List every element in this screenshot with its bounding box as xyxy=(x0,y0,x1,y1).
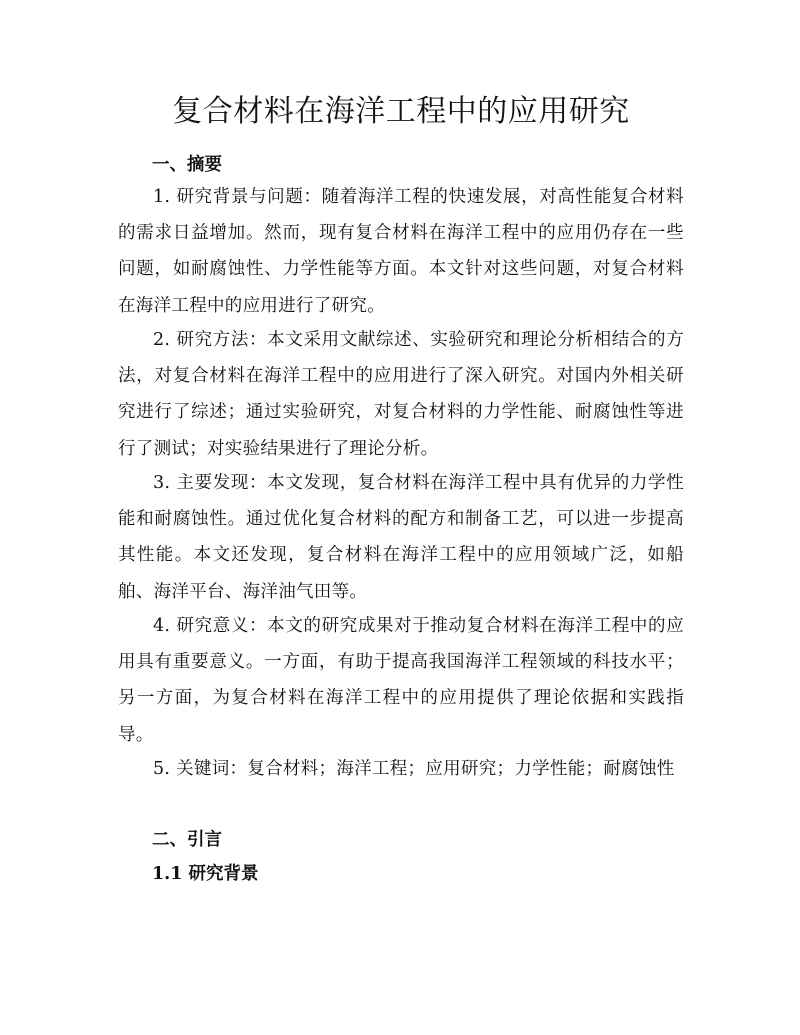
abstract-paragraph-keywords: 5. 关键词：复合材料；海洋工程；应用研究；力学性能；耐腐蚀性 xyxy=(153,759,675,779)
document-title: 复合材料在海洋工程中的应用研究 xyxy=(172,94,630,129)
abstract-paragraph-findings: 3. 主要发现：本文发现，复合材料在海洋工程中具有优异的力学性能和耐腐蚀性。通过优化复合材料的配方和制备工艺，可以进一步提高其性能。本文还发现，复合材料在海洋工程中的应用领域广泛，如船舶、海洋平台、海洋油气田等。 xyxy=(118,473,684,602)
document-page xyxy=(118,0,684,1035)
abstract-paragraph-methods: 2. 研究方法：本文采用文献综述、实验研究和理论分析相结合的方法，对复合材料在海洋工程中的应用进行了深入研究。对国内外相关研究进行了综述；通过实验研究，对复合材料的力学性能、耐腐蚀性等进行了测试；对实验结果进行了理论分析。 xyxy=(118,330,684,459)
subsection-heading-background: 1.1 研究背景 xyxy=(152,864,259,884)
abstract-paragraph-background: 1. 研究背景与问题：随着海洋工程的快速发展，对高性能复合材料的需求日益增加。然而，现有复合材料在海洋工程中的应用仍存在一些问题，如耐腐蚀性、力学性能等方面。本文针对这些问题，对复合材料在海洋工程中的应用进行了研究。 xyxy=(118,187,684,316)
section-heading-abstract: 一、摘要 xyxy=(152,155,222,175)
abstract-paragraph-significance: 4. 研究意义：本文的研究成果对于推动复合材料在海洋工程中的应用具有重要意义。一方面，有助于提高我国海洋工程领域的科技水平；另一方面，为复合材料在海洋工程中的应用提供了理论依据和实践指导。 xyxy=(118,616,684,745)
section-heading-introduction: 二、引言 xyxy=(152,830,222,850)
